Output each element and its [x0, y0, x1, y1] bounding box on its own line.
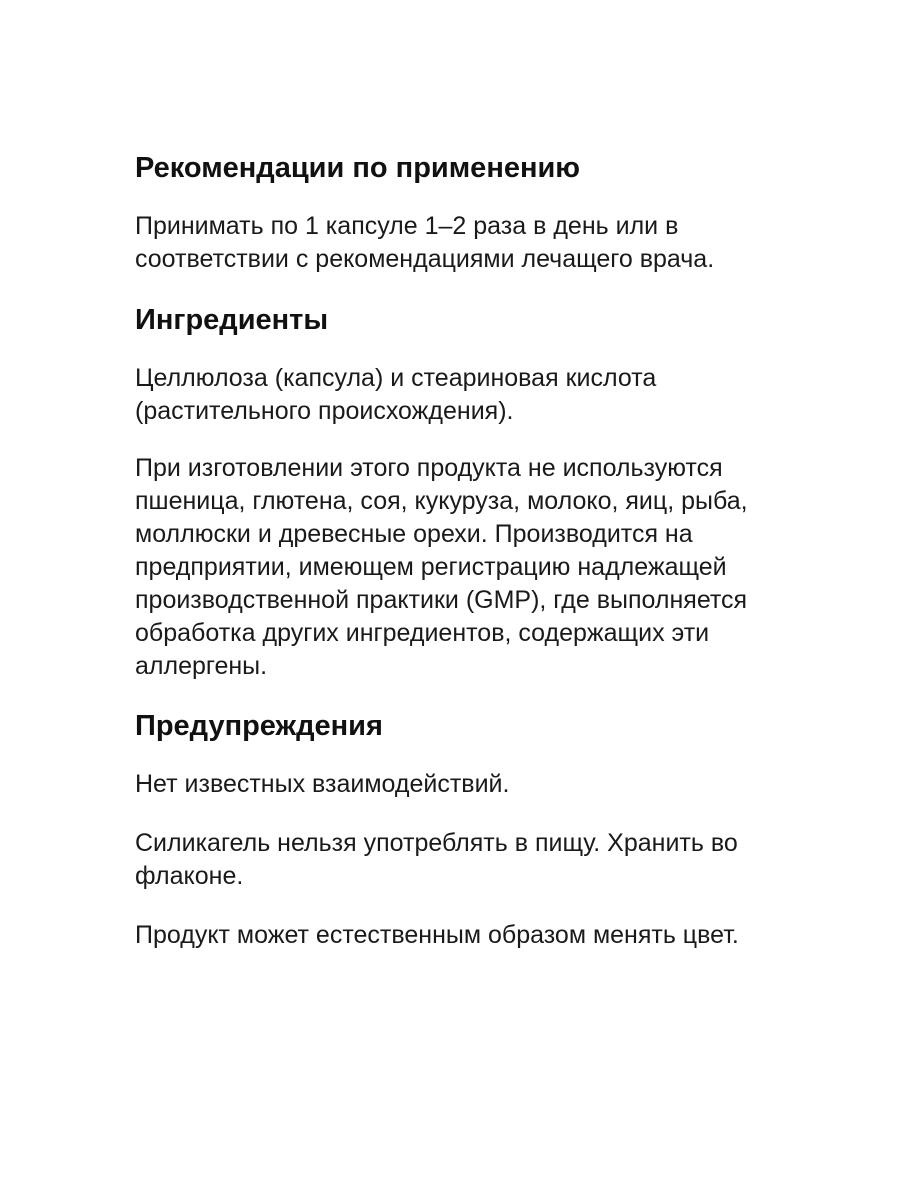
- usage-text: Принимать по 1 капсуле 1–2 раза в день или в соответствии с рекомендациями лечащего врача.: [135, 212, 715, 273]
- ingredients-heading: Ингредиенты: [135, 304, 329, 336]
- warnings-section: [135, 708, 785, 952]
- warnings-heading: Предупреждения: [135, 710, 383, 742]
- silica-gel-note: Силикагель нельзя употреблять в пищу. Хранить во флаконе.: [135, 829, 738, 890]
- color-change-note: Продукт может естественным образом менять цвет.: [135, 921, 739, 949]
- ingredients-text: Целлюлоза (капсула) и стеариновая кислота (растительного происхождения).: [135, 364, 657, 425]
- interactions-note: Нет известных взаимодействий.: [135, 770, 510, 798]
- ingredients-section: [135, 302, 785, 683]
- usage-section: [135, 150, 785, 276]
- usage-heading: Рекомендации по применению: [135, 152, 581, 184]
- allergen-note: При изготовлении этого продукта не используются пшеница, глютена, соя, кукуруза, молоко, яиц, рыба, моллюски и древесные орехи. Производится на предприятии, имеющем регистрацию надлежащей производственной практики (GMP), где выполняется обработка других ингредиентов, содержащих эти аллергены.: [135, 454, 748, 680]
- product-info-document: [135, 150, 785, 952]
